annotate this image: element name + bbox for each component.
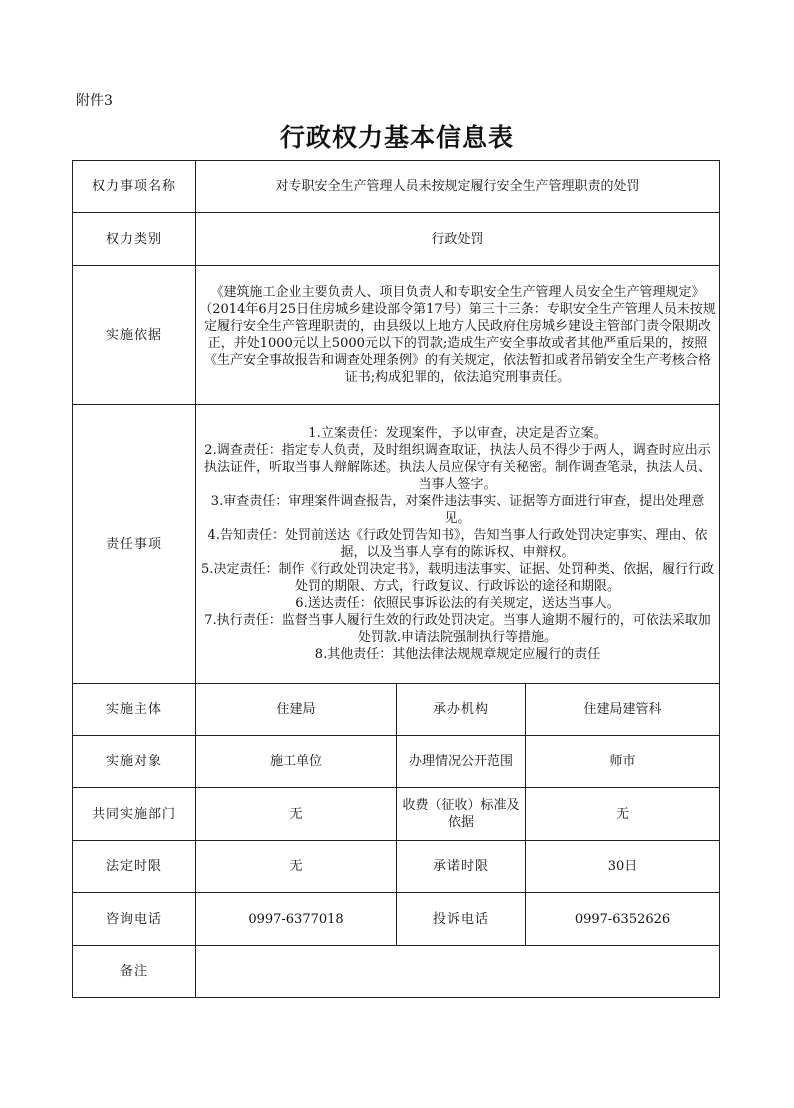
label-item-name: 权力事项名称 xyxy=(73,161,196,213)
responsibility-item: 1.立案责任：发现案件，予以审查，决定是否立案。 xyxy=(308,426,607,441)
responsibility-item: 8.其他责任：其他法律法规规章规定应履行的责任 xyxy=(314,647,601,662)
row-basis xyxy=(73,266,720,405)
row-joint xyxy=(73,788,720,841)
value-promised-limit: 30日 xyxy=(526,841,720,893)
responsibility-item: 7.执行责任：监督当事人履行生效的行政处罚决定。当事人逾期不履行的，可依法采取加处罚款.申请法院强制执行等措施。 xyxy=(204,613,711,645)
label-responsibilities: 责任事项 xyxy=(73,405,196,684)
row-subject xyxy=(73,684,720,736)
value-consult-phone: 0997-6377018 xyxy=(196,893,397,946)
row-item-name xyxy=(73,161,720,213)
value-time-limit: 无 xyxy=(196,841,397,893)
label-basis: 实施依据 xyxy=(73,266,196,405)
value-remarks xyxy=(196,946,720,998)
label-consult-phone: 咨询电话 xyxy=(73,893,196,946)
row-remarks xyxy=(73,946,720,998)
value-responsibilities xyxy=(196,405,720,684)
responsibility-item: 5.决定责任：制作《行政处罚决定书》，载明违法事实、证据、处罚种类、依据，履行行政处罚的期限、方式，行政复议、行政诉讼的途径和期限。 xyxy=(201,562,714,594)
info-table xyxy=(72,160,720,998)
row-time-limit xyxy=(73,841,720,893)
page-title: 行政权力基本信息表 xyxy=(279,123,514,152)
value-disclosure-scope: 师市 xyxy=(526,736,720,788)
label-organizer: 承办机构 xyxy=(397,684,526,736)
row-phone xyxy=(73,893,720,946)
value-complaint-phone: 0997-6352626 xyxy=(526,893,720,946)
label-complaint-phone: 投诉电话 xyxy=(397,893,526,946)
value-organizer: 住建局建管科 xyxy=(526,684,720,736)
row-target xyxy=(73,736,720,788)
label-category: 权力类别 xyxy=(73,213,196,266)
responsibility-item: 3.审查责任：审理案件调查报告，对案件违法事实、证据等方面进行审查，提出处理意见。 xyxy=(210,494,705,526)
responsibility-item: 2.调查责任：指定专人负责，及时组织调查取证，执法人员不得少于两人，调查时应出示执法证件，听取当事人辩解陈述。执法人员应保守有关秘密。制作调查笔录，执法人员、当事人签字。 xyxy=(203,443,711,492)
responsibility-item: 6.送达责任：依照民事诉讼法的有关规定，送达当事人。 xyxy=(295,596,620,611)
value-joint: 无 xyxy=(196,788,397,841)
value-item-name: 对专职安全生产管理人员未按规定履行安全生产管理职责的处罚 xyxy=(196,161,720,213)
label-joint: 共同实施部门 xyxy=(73,788,196,841)
row-category xyxy=(73,213,720,266)
label-fee-standard: 收费（征收）标准及依据 xyxy=(397,788,526,841)
value-target: 施工单位 xyxy=(196,736,397,788)
attachment-label: 附件3 xyxy=(76,93,113,109)
label-subject: 实施主体 xyxy=(73,684,196,736)
label-disclosure-scope: 办理情况公开范围 xyxy=(397,736,526,788)
row-responsibilities xyxy=(73,405,720,684)
value-category: 行政处罚 xyxy=(196,213,720,266)
label-target: 实施对象 xyxy=(73,736,196,788)
label-promised-limit: 承诺时限 xyxy=(397,841,526,893)
value-fee-standard: 无 xyxy=(526,788,720,841)
value-basis: 《建筑施工企业主要负责人、项目负责人和专职安全生产管理人员安全生产管理规定》（2014年6月25日住房城乡建设部令第17号）第三十三条：专职安全生产管理人员未按规定履行安全生产管理职责的，由县级以上地方人民政府住房城乡建设主管部门责令限期改正，并处1000元以上5000元以下的罚款;造成生产安全事故或者其他严重后果的，按照《生产安全事故报告和调查处理条例》的有关规定，依法暂扣或者吊销安全生产考核合格证书;构成犯罪的，依法追究刑事责任。 xyxy=(196,266,720,405)
value-subject: 住建局 xyxy=(196,684,397,736)
label-remarks: 备注 xyxy=(73,946,196,998)
label-time-limit: 法定时限 xyxy=(73,841,196,893)
responsibility-item: 4.告知责任：处罚前送达《行政处罚告知书》，告知当事人行政处罚决定事实、理由、依据，以及当事人享有的陈诉权、申辩权。 xyxy=(207,528,708,560)
